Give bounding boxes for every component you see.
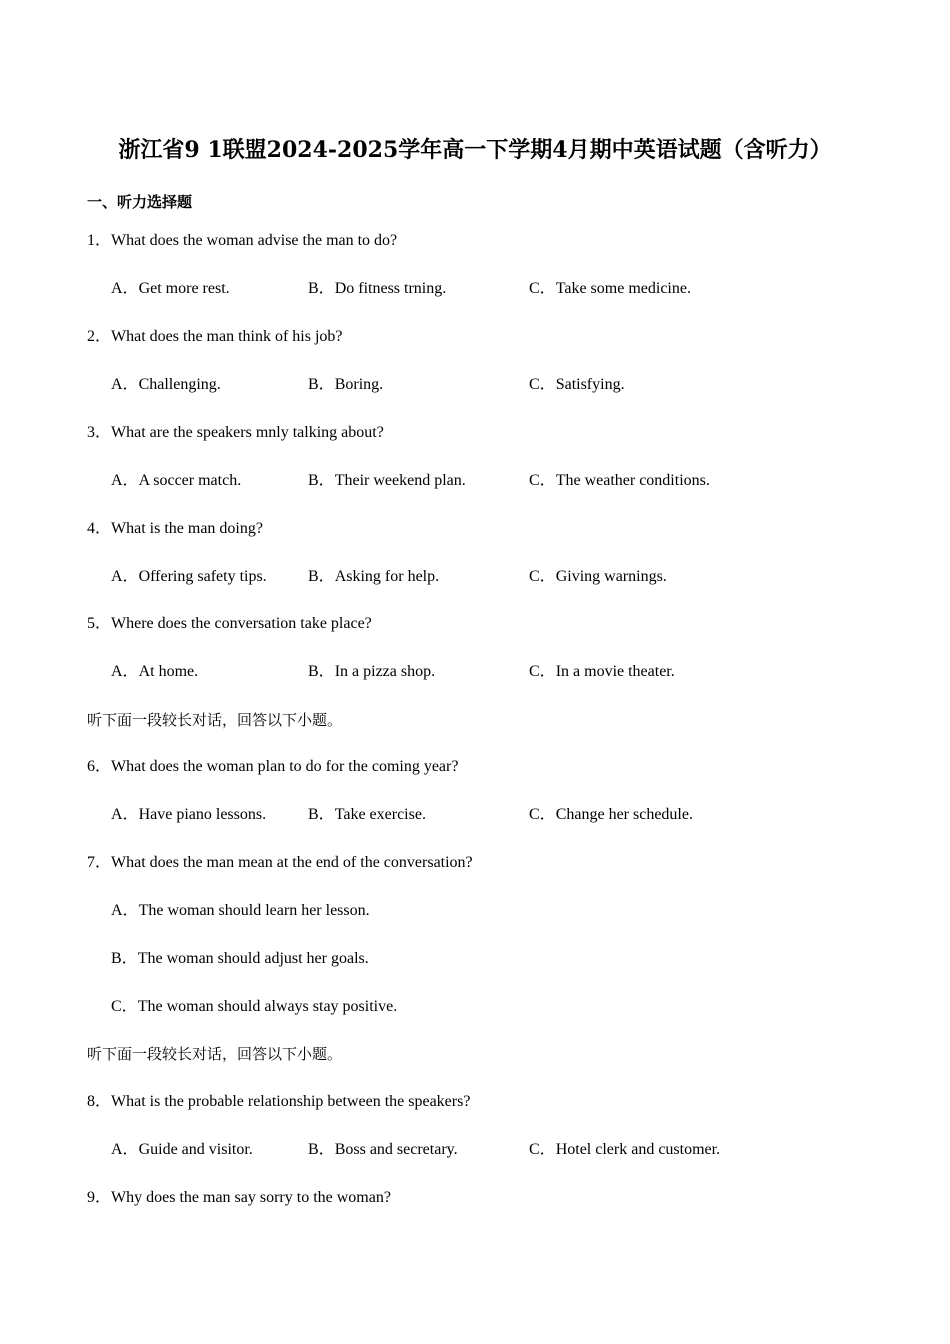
option-letter: A． — [111, 663, 139, 680]
option-text: The woman should always stay positive. — [137, 998, 398, 1015]
question-6 — [87, 756, 458, 778]
question-text: What is the probable relationship between the speakers? — [111, 1093, 471, 1110]
question-text: What does the woman advise the man to do? — [111, 232, 398, 249]
option-text: Satisfying. — [555, 376, 625, 393]
q8-option-b — [308, 1139, 458, 1161]
question-3 — [87, 422, 384, 444]
option-letter: B． — [111, 950, 138, 967]
q3-option-c — [529, 470, 710, 492]
option-letter: A． — [111, 376, 139, 393]
q5-option-b — [308, 661, 435, 683]
question-2 — [87, 326, 343, 348]
question-number: 7． — [87, 854, 112, 871]
q4-option-b — [308, 566, 439, 588]
question-8 — [87, 1091, 470, 1113]
option-letter: B． — [308, 663, 335, 680]
question-4 — [87, 518, 263, 540]
option-text: Offering safety tips. — [138, 568, 267, 585]
q2-option-b — [308, 374, 383, 396]
option-text: In a pizza shop. — [334, 663, 436, 680]
q3-option-b — [308, 470, 466, 492]
listening-note: 听下面一段较长对话，回答以下小题。 — [87, 711, 343, 729]
option-letter: A． — [111, 806, 139, 823]
option-letter: C． — [529, 472, 556, 489]
option-letter: B． — [308, 280, 335, 297]
question-number: 2． — [87, 328, 112, 345]
option-text: The weather conditions. — [555, 472, 710, 489]
option-text: Hotel clerk and customer. — [555, 1141, 721, 1158]
option-letter: A． — [111, 280, 139, 297]
question-text: What does the man think of his job? — [111, 328, 343, 345]
q4-option-a — [111, 566, 267, 588]
option-text: Boring. — [334, 376, 384, 393]
option-letter: A． — [111, 472, 139, 489]
question-text: What are the speakers mnly talking about? — [111, 424, 384, 441]
q1-option-b — [308, 278, 446, 300]
option-text: The woman should learn her lesson. — [138, 902, 370, 919]
option-text: Have piano lessons. — [138, 806, 267, 823]
option-letter: C． — [529, 1141, 556, 1158]
q7-option-a — [111, 900, 370, 922]
q5-option-c — [529, 661, 675, 683]
q1-option-a — [111, 278, 230, 300]
question-number: 9． — [87, 1189, 112, 1206]
q3-option-a — [111, 470, 241, 492]
q8-option-c — [529, 1139, 720, 1161]
option-letter: C． — [529, 663, 556, 680]
option-text: Asking for help. — [334, 568, 440, 585]
q7-option-b — [111, 948, 369, 970]
question-text: What is the man doing? — [111, 520, 263, 537]
option-text: Take exercise. — [334, 806, 426, 823]
question-text: Where does the conversation take place? — [111, 615, 372, 632]
question-text: Why does the man say sorry to the woman? — [111, 1189, 391, 1206]
listening-note: 听下面一段较长对话，回答以下小题。 — [87, 1045, 343, 1063]
option-letter: A． — [111, 568, 139, 585]
option-text: Guide and visitor. — [138, 1141, 253, 1158]
q2-option-c — [529, 374, 625, 396]
q7-option-c — [111, 996, 397, 1018]
page-title: 浙江省9 1联盟2024-2025学年高一下学期4月期中英语试题（含听力） — [118, 137, 832, 163]
option-letter: B． — [308, 1141, 335, 1158]
option-letter: B． — [308, 568, 335, 585]
option-text: Boss and secretary. — [334, 1141, 458, 1158]
option-text: Challenging. — [138, 376, 221, 393]
option-text: Take some medicine. — [555, 280, 691, 297]
option-text: Change her schedule. — [555, 806, 693, 823]
option-letter: C． — [529, 568, 556, 585]
question-number: 5． — [87, 615, 112, 632]
option-text: Do fitness trning. — [334, 280, 447, 297]
question-number: 1． — [87, 232, 112, 249]
section-heading: 一、听力选择题 — [87, 193, 193, 211]
q5-option-a — [111, 661, 198, 683]
option-text: Get more rest. — [138, 280, 230, 297]
question-1 — [87, 230, 397, 252]
option-letter: B． — [308, 806, 335, 823]
question-7 — [87, 852, 473, 874]
question-number: 4． — [87, 520, 112, 537]
option-letter: B． — [308, 472, 335, 489]
q6-option-a — [111, 804, 266, 826]
question-text: What does the man mean at the end of the conversation? — [111, 854, 473, 871]
question-9 — [87, 1187, 391, 1209]
q1-option-c — [529, 278, 691, 300]
option-letter: C． — [111, 998, 138, 1015]
option-text: Their weekend plan. — [334, 472, 466, 489]
question-5 — [87, 613, 372, 635]
option-letter: A． — [111, 902, 139, 919]
option-letter: C． — [529, 376, 556, 393]
option-text: The woman should adjust her goals. — [137, 950, 369, 967]
q6-option-c — [529, 804, 693, 826]
question-number: 3． — [87, 424, 112, 441]
question-number: 8． — [87, 1093, 112, 1110]
option-letter: C． — [529, 806, 556, 823]
option-letter: B． — [308, 376, 335, 393]
option-text: A soccer match. — [138, 472, 242, 489]
q6-option-b — [308, 804, 426, 826]
option-text: Giving warnings. — [555, 568, 667, 585]
question-text: What does the woman plan to do for the coming year? — [111, 758, 459, 775]
option-letter: C． — [529, 280, 556, 297]
q8-option-a — [111, 1139, 253, 1161]
q2-option-a — [111, 374, 221, 396]
q4-option-c — [529, 566, 667, 588]
option-letter: A． — [111, 1141, 139, 1158]
option-text: At home. — [138, 663, 199, 680]
option-text: In a movie theater. — [555, 663, 675, 680]
question-number: 6． — [87, 758, 112, 775]
